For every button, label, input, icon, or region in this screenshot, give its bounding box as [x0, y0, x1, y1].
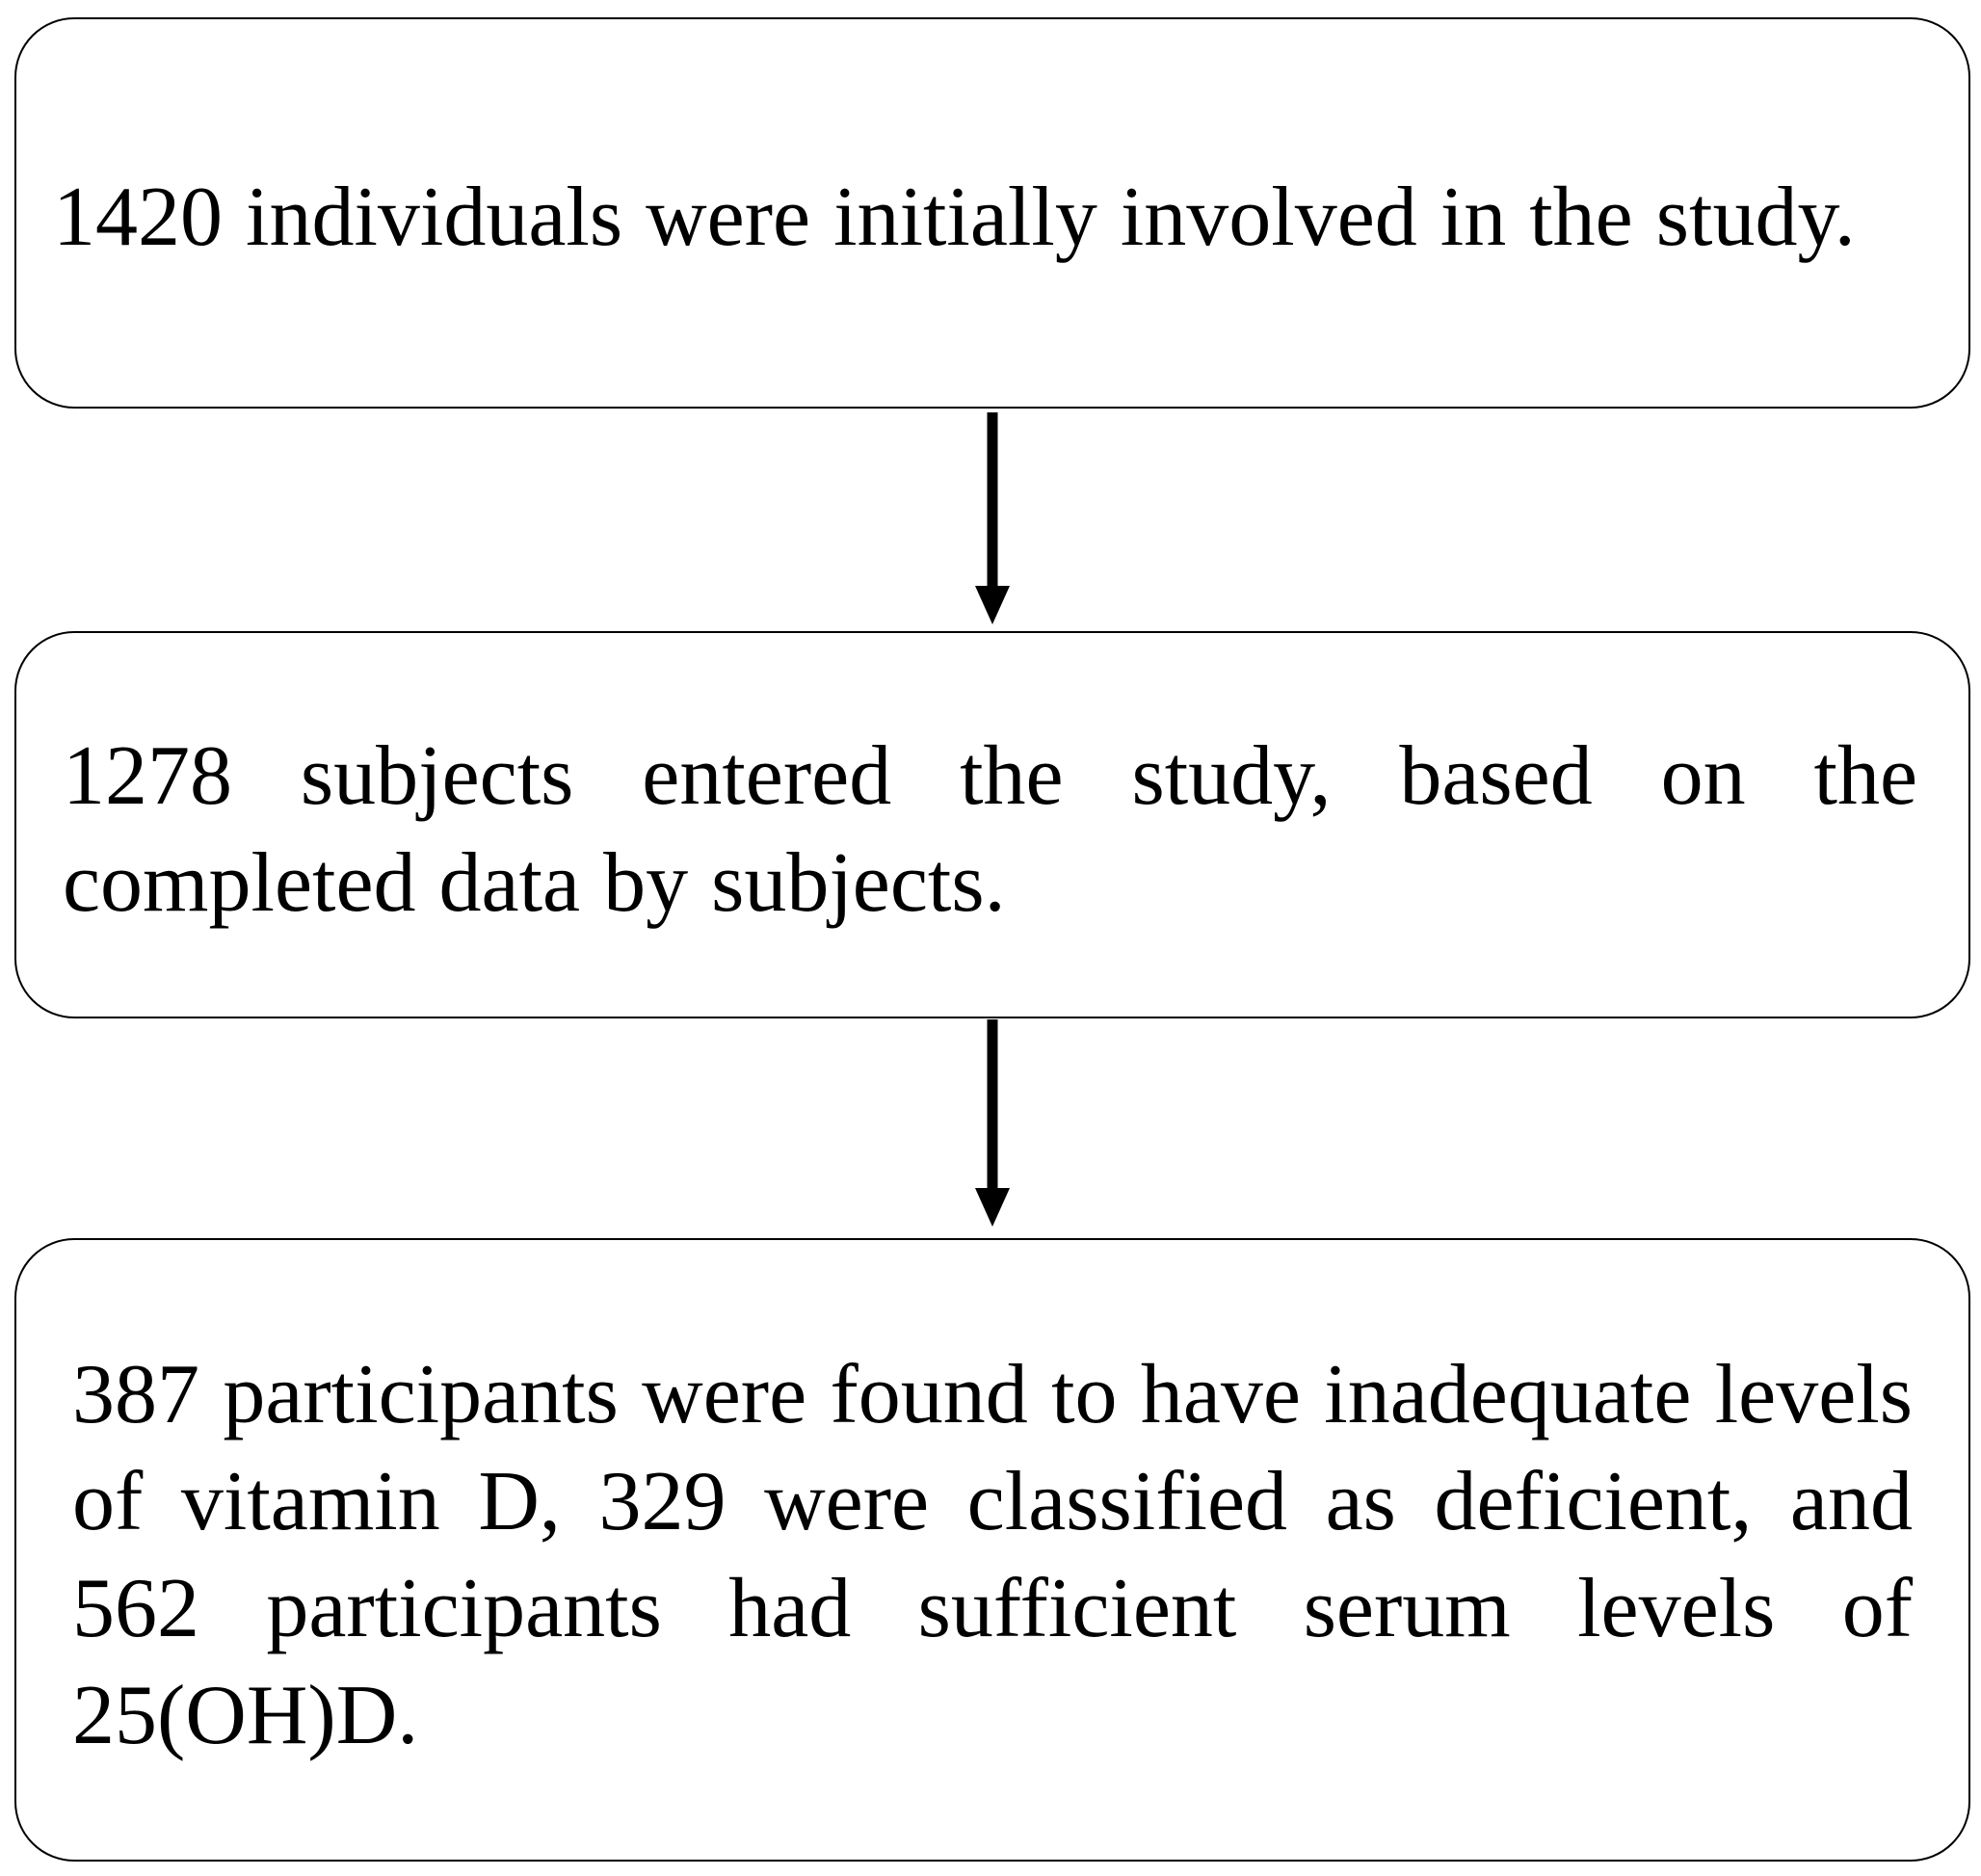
flowchart-box-initial-text: 1420 individuals were initially involved in the study. — [53, 171, 1856, 264]
down-arrow-icon — [973, 412, 1012, 626]
down-arrow-icon — [973, 1019, 1012, 1229]
flowchart-box-entered-text: 1278 subjects entered the study, based on the completed data by subjects. — [63, 729, 1917, 930]
flowchart-box-results-text: 387 participants were found to have inadequate levels of vitamin D, 329 were classified as deficient, and 562 participants had sufficient serum levels of 25(OH)D. — [72, 1348, 1913, 1762]
